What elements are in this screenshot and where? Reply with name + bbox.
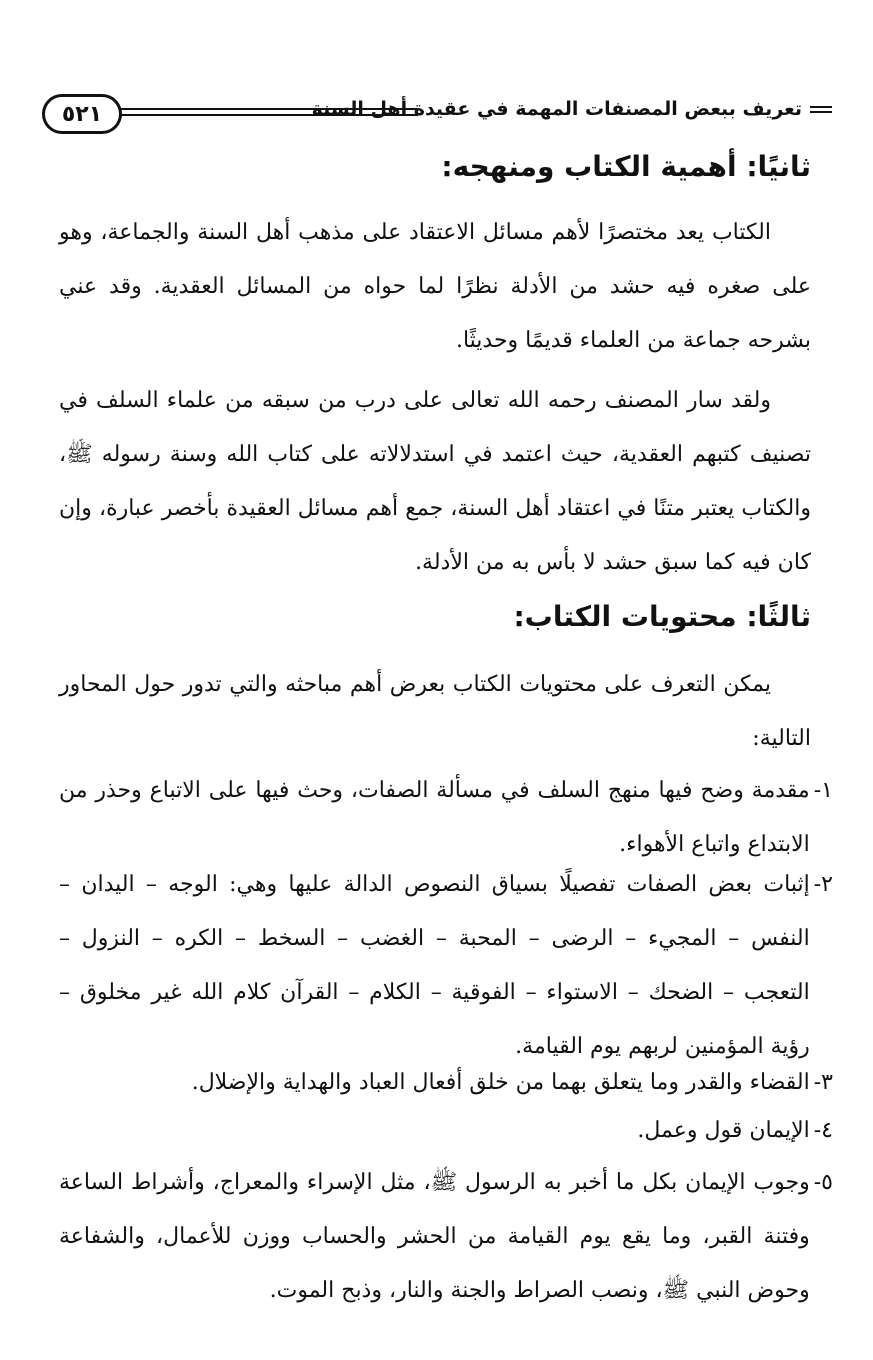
paragraph-book-summary: الكتاب يعد مختصرًا لأهم مسائل الاعتقاد على مذهب أهل السنة والجماعة، وهو على صغره فيه حشد من الأدلة نظرًا لما حواه من المسائل العقدية. وقد عني بشرحه جماعة من العلماء قديمًا وحديثًا. [59,220,811,353]
section-heading-contents [513,600,811,633]
section-heading-importance [441,150,811,183]
list-item-text: الإيمان قول وعمل. [637,1118,810,1143]
running-title: تعريف ببعض المصنفات المهمة في عقيدة أهل السنة [311,98,802,120]
list-item [59,764,833,872]
list-item [59,858,833,1074]
paragraph-author-method: ولقد سار المصنف رحمه الله تعالى على درب من سبقه من علماء السلف في تصنيف كتبهم العقدية، حيث اعتمد في استدلالاته على كتاب الله وسنة رسوله ﷺ، والكتاب يعتبر متنًا في اعتقاد أهل السنة، جمع أهم مسائل العقيدة بأخصر عبارة، وإن كان فيه كما سبق حشد لا بأس به من الأدلة. [59,388,811,575]
list-item-text: القضاء والقدر وما يتعلق بهما من خلق أفعال العباد والهداية والإضلال. [191,1070,810,1095]
list-item-number: ٤- [813,1118,833,1143]
header-dash [810,106,832,113]
section-heading-title: : أهمية الكتاب ومنهجه: [441,150,758,183]
section-heading-title: : محتويات الكتاب: [513,600,758,633]
section-heading-number: ثانيًا [757,150,811,183]
list-item-number: ١- [813,778,833,803]
list-item [59,1056,833,1110]
section-heading-number: ثالثًا [757,600,811,633]
list-item-number: ٣- [813,1070,833,1095]
list-item-number: ٥- [813,1170,833,1195]
list-item-text: وجوب الإيمان بكل ما أخبر به الرسول ﷺ، مثل الإسراء والمعراج، وأشراط الساعة وفتنة القبر، وما يقع يوم القيامة من الحشر والحساب ووزن للأعمال، والشفاعة وحوض النبي ﷺ، ونصب الصراط والجنة والنار، وذبح الموت. [59,1170,810,1303]
paragraph-contents-intro: يمكن التعرف على محتويات الكتاب بعرض أهم مباحثه والتي تدور حول المحاور التالية: [59,672,811,751]
running-header [42,94,832,138]
list-item [59,1156,833,1318]
list-item-text: إثبات بعض الصفات تفصيلًا بسياق النصوص الدالة عليها وهي: الوجه – اليدان – النفس – المجيء – الرضى – المحبة – الغضب – السخط – الكره – النزول – التعجب – الضحك – الاستواء – الفوقية – الكلام – القرآن كلام الله غير مخلوق – رؤية المؤمنين لربهم يوم القيامة. [59,872,810,1059]
list-item-number: ٢- [813,872,833,897]
page-number: ٥٢١ [42,94,122,134]
list-item-text: مقدمة وضح فيها منهج السلف في مسألة الصفات، وحث فيها على الاتباع وحذر من الابتداع واتباع الأهواء. [59,778,810,857]
list-item [59,1104,833,1158]
